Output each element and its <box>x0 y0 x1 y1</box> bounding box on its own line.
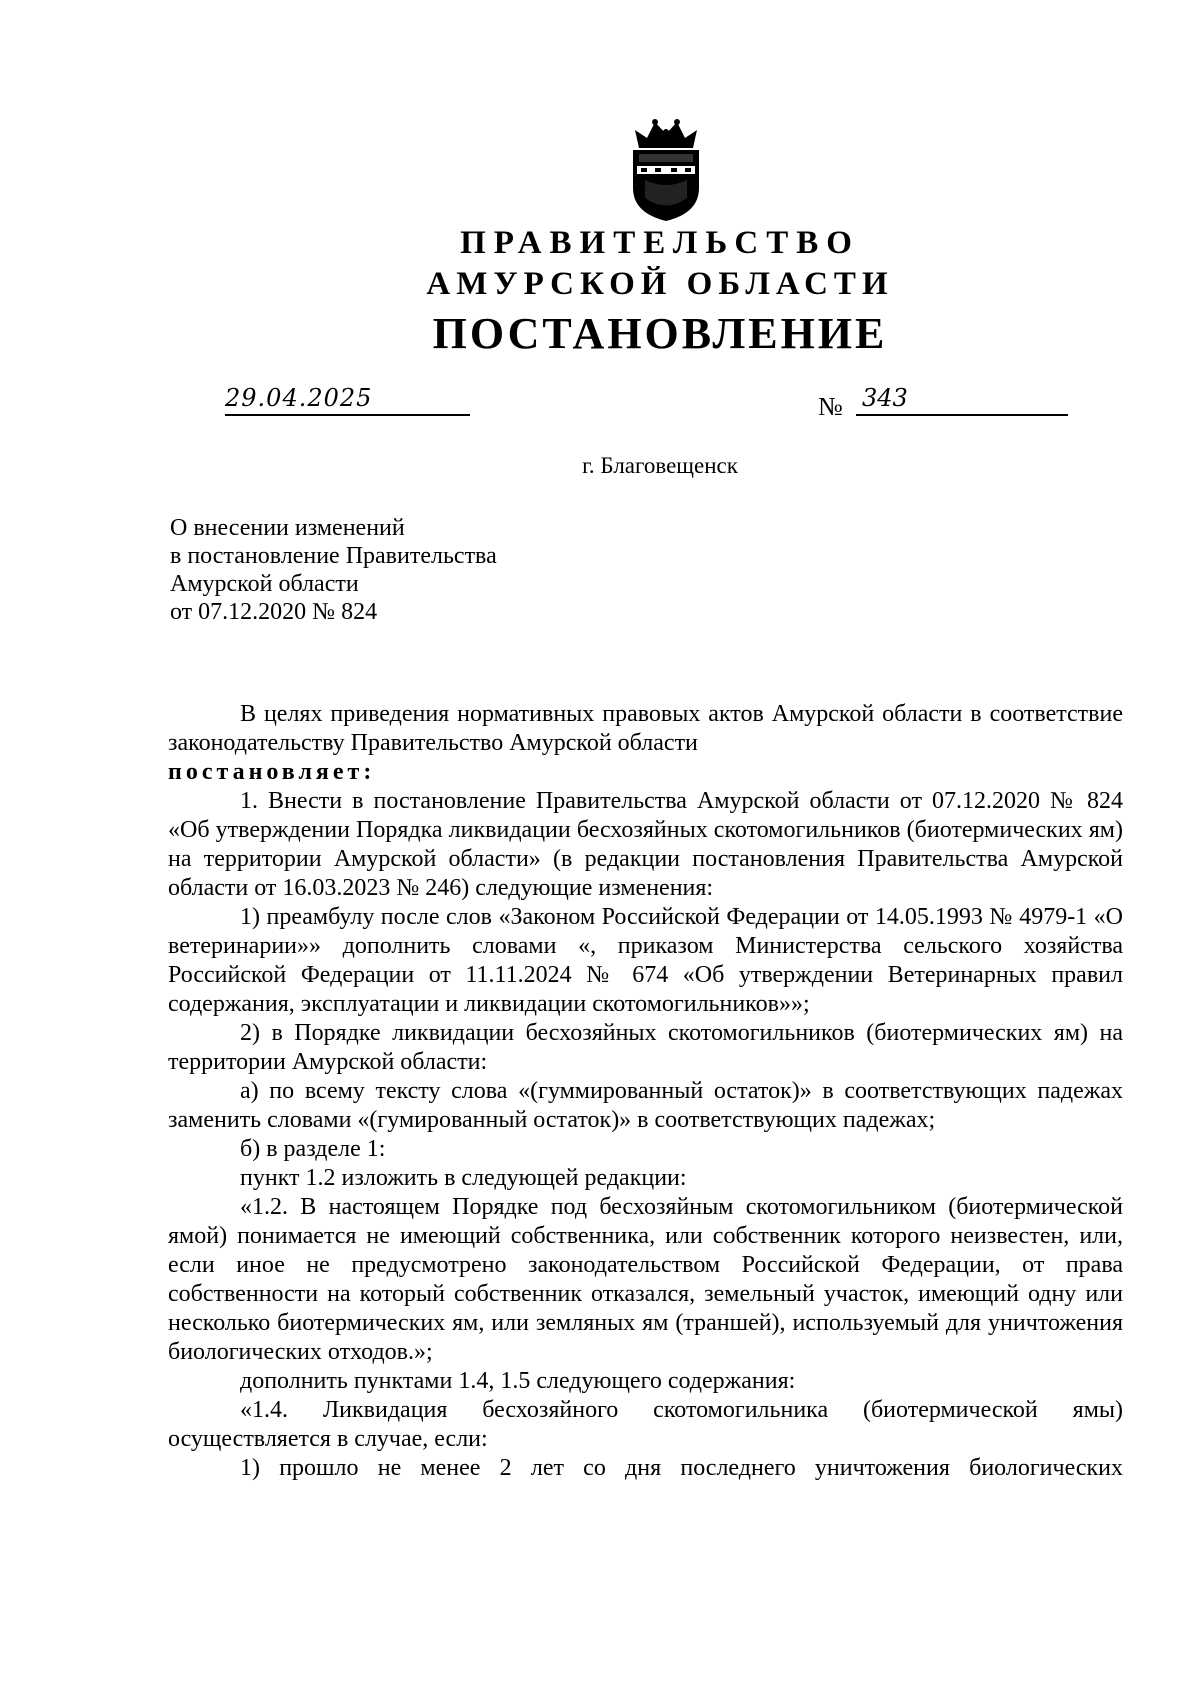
subject-line: от 07.12.2020 № 824 <box>170 599 378 625</box>
decides-heading: постановляет: <box>168 759 376 785</box>
number-sign: № <box>818 392 843 421</box>
header-government: ПРАВИТЕЛЬСТВО <box>460 225 860 261</box>
subject-line: Амурской области <box>170 571 359 597</box>
paragraph-1-1: 1) преамбулу после слов «Законом Российской Федерации от 14.05.1993 № 4979-1 «О ветеринарии»» дополнить словами «, приказом Министерства сельского хозяйства Российской Федерации от 11.11.2024 № 674 «Об утверждении Ветеринарных правил содержания, эксплуатации и ликвидации скотомогильников»»; <box>168 904 1123 1017</box>
paragraph-1-4-1: 1) прошло не менее 2 лет со дня последнего уничтожения биологических <box>240 1455 1123 1481</box>
city: г. Благовещенск <box>582 453 738 478</box>
preamble-paragraph: В целях приведения нормативных правовых актов Амурской области в соответствие законодательству Правительство Амурской области <box>168 701 1123 756</box>
paragraph-1-2: 2) в Порядке ликвидации бесхозяйных скотомогильников (биотермических ям) на территории Амурской области: <box>168 1020 1123 1075</box>
date-field <box>225 384 470 416</box>
subject-block <box>170 514 497 626</box>
header-region: АМУРСКОЙ ОБЛАСТИ <box>426 266 894 302</box>
document-body <box>168 700 1123 1483</box>
paragraph-add-items: дополнить пунктами 1.4, 1.5 следующего содержания: <box>240 1368 796 1394</box>
handwritten-number: 343 <box>862 384 908 412</box>
handwritten-date: 29.04.2025 <box>225 384 373 412</box>
number-field <box>856 384 1068 416</box>
paragraph-1-2-b-intro: пункт 1.2 изложить в следующей редакции: <box>240 1165 687 1191</box>
paragraph-1-2-quote: «1.2. В настоящем Порядке под бесхозяйным скотомогильником (биотермической ямой) понимается не имеющий собственника, или собственник которого неизвестен, или, если иное не предусмотрено законодательством Российской Федерации, от права собственности на который собственник отказался, земельный участок, имеющий одну или несколько биотермических ям, или земляных ям (траншей), используемый для уничтожения биологических отходов.»; <box>168 1194 1123 1365</box>
subject-line: О внесении изменений <box>170 515 405 541</box>
paragraph-1-4: «1.4. Ликвидация бесхозяйного скотомогильника (биотермической ямы) осуществляется в случае, если: <box>168 1397 1123 1452</box>
document-type: ПОСТАНОВЛЕНИЕ <box>432 309 888 358</box>
paragraph-1-2-b: б) в разделе 1: <box>240 1136 386 1162</box>
paragraph-1-2-a: а) по всему тексту слова «(гуммированный остаток)» в соответствующих падежах заменить словами «(гумированный остаток)» в соответствующих падежах; <box>168 1078 1123 1133</box>
coat-of-arms-icon <box>625 118 707 223</box>
subject-line: в постановление Правительства <box>170 543 497 569</box>
paragraph-1: 1. Внести в постановление Правительства Амурской области от 07.12.2020 № 824 «Об утверждении Порядка ликвидации бесхозяйных скотомогильников (биотермических ям) на территории Амурской области» (в редакции постановления Правительства Амурской области от 16.03.2023 № 246) следующие изменения: <box>168 788 1123 901</box>
